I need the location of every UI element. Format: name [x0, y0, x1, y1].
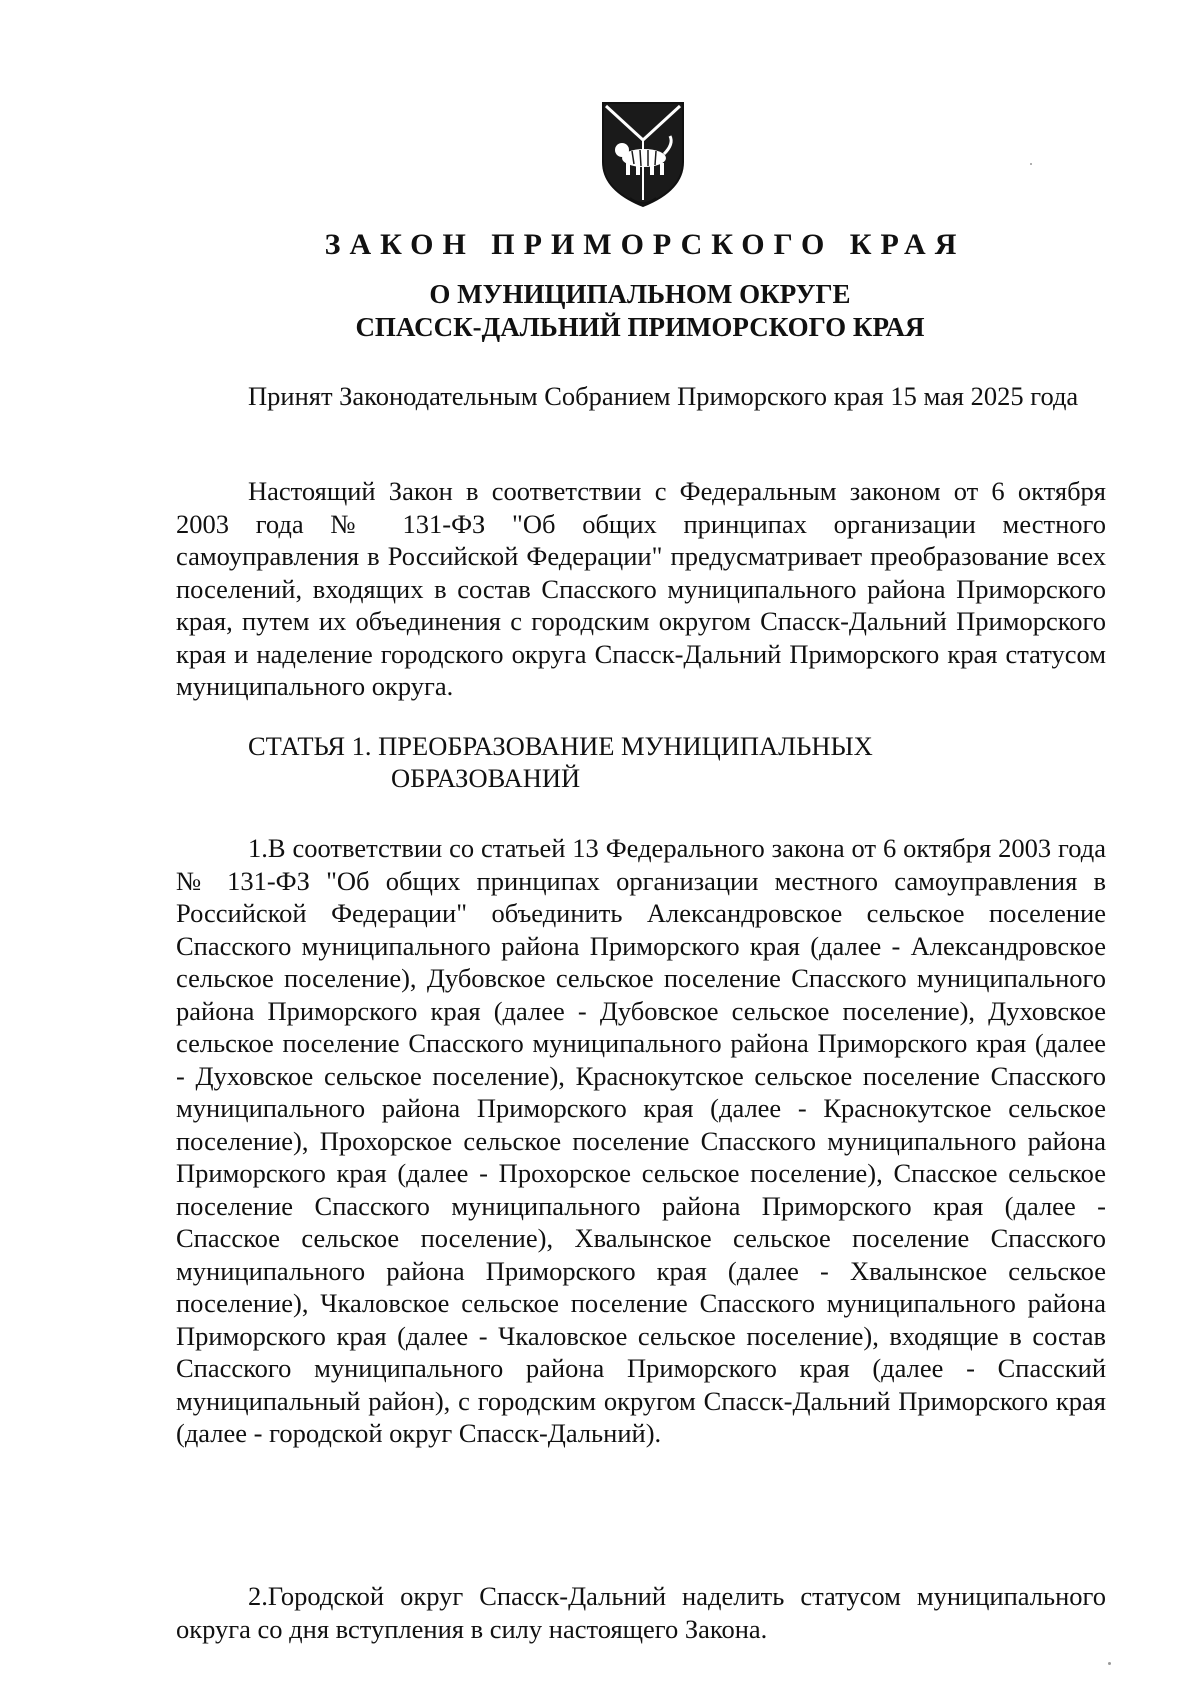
article-1-heading [248, 730, 873, 794]
law-title: ЗАКОН ПРИМОРСКОГО КРАЯ [324, 228, 966, 261]
primorsky-krai-coat-of-arms-icon [600, 100, 686, 210]
article-1-paragraph-1: 1.В соответствии со статьей 13 Федерального закона от 6 октября 2003 года № 131-ФЗ "Об общих принципах организации местного самоуправления в Российской Федерации" объединить Александровское сельское поселение Спасского муниципального района Приморского края (далее - Александровское сельское поселение), Дубовское сельское поселение Спасского муниципального района Приморского края (далее - Дубовское сельское поселение), Духовское сельское поселение Спасского муниципального района Приморского края (далее - Духовское сельское поселение), Краснокутское сельское поселение Спасского муниципального района Приморского края (далее - Краснокутское сельское поселение), Прохорское сельское поселение Спасского муниципального района Приморского края (далее - Прохорское сельское поселение), Спасское сельское поселение Спасского муниципального района Приморского края (далее - Спасское сельское поселение), Хвалынское сельское поселение Спасского муниципального района Приморского края (далее - Хвалынское сельское поселение), Чкаловское сельское поселение Спасского муниципального района Приморского края (далее - Чкаловское сельское поселение), входящие в состав Спасского муниципального района Приморского края (далее - Спасский муниципальный район), с городским округом Спасск-Дальний Приморского края (далее - городской округ Спасск-Дальний). [176, 833, 1106, 1448]
article-1-heading-line1: СТАТЬЯ 1. ПРЕОБРАЗОВАНИЕ МУНИЦИПАЛЬНЫХ [248, 731, 873, 761]
law-subtitle [330, 278, 950, 344]
law-subtitle-line2: СПАССК-ДАЛЬНИЙ ПРИМОРСКОГО КРАЯ [355, 312, 925, 342]
article-1-heading-line2: ОБРАЗОВАНИЙ [391, 763, 581, 793]
law-subtitle-line1: О МУНИЦИПАЛЬНОМ ОКРУГЕ [429, 279, 851, 309]
adoption-statement: Принят Законодательным Собранием Приморского края 15 мая 2025 года [248, 381, 1079, 411]
preamble-paragraph: Настоящий Закон в соответствии с Федеральным законом от 6 октября 2003 года № 131-ФЗ "Об общих принципах организации местного самоуправления в Российской Федерации" предусматривает преобразование всех поселений, входящих в состав Спасского муниципального района Приморского края, путем их объединения с городским округом Спасск-Дальний Приморского края и наделение городского округа Спасск-Дальний Приморского края статусом муниципального округа. [176, 476, 1106, 701]
article-1-paragraph-2: 2.Городской округ Спасск-Дальний наделить статусом муниципального округа со дня вступления в силу настоящего Закона. [176, 1581, 1106, 1644]
scan-speck [1030, 163, 1032, 165]
scan-speck [1108, 1662, 1111, 1665]
